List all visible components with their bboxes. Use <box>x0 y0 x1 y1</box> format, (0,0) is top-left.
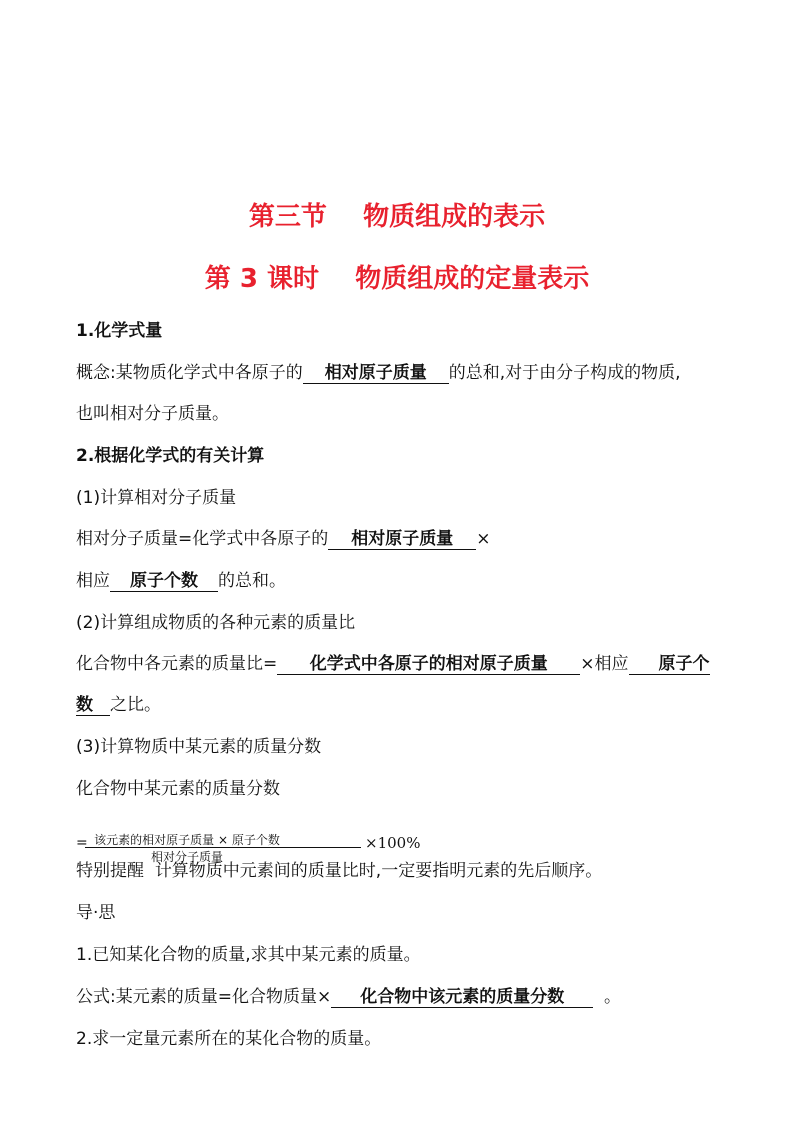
concept-text-pre: 概念:某物质化学式中各原子的 <box>76 363 303 383</box>
guide-formula-line <box>76 982 621 1008</box>
ratio-text-post: 之比。 <box>110 695 161 715</box>
ratio-text-mid: ×相应 <box>580 654 629 674</box>
guide-question-1: 1.已知某化合物的质量,求其中某元素的质量。 <box>76 945 421 965</box>
formula-text-post: × <box>476 529 491 549</box>
guide-heading: 导·思 <box>76 903 116 923</box>
guide-formula-post: 。 <box>604 987 622 1007</box>
heading-formula-calculation: 2.根据化学式的有关计算 <box>76 446 265 466</box>
cont-text-post: 的总和。 <box>218 571 286 591</box>
reminder-label: 特别提醒 <box>76 861 144 881</box>
answer-blank-ratio-2b: 数 <box>76 697 110 716</box>
heading-formula-mass: 1.化学式量 <box>76 321 163 341</box>
mass-ratio-cont-line <box>76 690 161 716</box>
mass-fraction-label: 化合物中某元素的质量分数 <box>76 779 280 799</box>
subheading-mass-fraction: (3)计算物质中某元素的质量分数 <box>76 737 322 757</box>
concept-line <box>76 358 681 384</box>
molecular-mass-cont-line <box>76 566 286 592</box>
cont-text-pre: 相应 <box>76 571 110 591</box>
concept-cont-line: 也叫相对分子质量。 <box>76 404 229 424</box>
answer-blank-atom-count: 原子个数 <box>110 573 218 592</box>
answer-blank-ratio-2a: 原子个 <box>629 656 710 675</box>
formula-denominator: 相对分子质量 <box>150 850 223 864</box>
formula-text-pre: 相对分子质量=化学式中各原子的 <box>76 529 329 549</box>
mass-ratio-formula-line <box>76 649 710 675</box>
formula-numerator: 该元素的相对原子质量 × 原子个数 <box>94 833 280 847</box>
guide-question-2: 2.求一定量元素所在的某化合物的质量。 <box>76 1029 382 1049</box>
guide-formula-pre: 公式:某元素的质量=化合物质量× <box>76 987 332 1007</box>
formula-equals: = <box>76 835 88 851</box>
subheading-mass-ratio: (2)计算组成物质的各种元素的质量比 <box>76 613 356 633</box>
lesson-title: 第 3 课时 物质组成的定量表示 <box>204 264 590 294</box>
answer-blank-relative-atomic-mass: 相对原子质量 <box>303 365 449 384</box>
subheading-molecular-mass: (1)计算相对分子质量 <box>76 488 237 508</box>
answer-blank-relative-atomic-mass-2: 相对原子质量 <box>328 531 476 550</box>
special-reminder-line <box>76 856 602 881</box>
answer-blank-element-mass-fraction: 化合物中该元素的质量分数 <box>331 989 593 1008</box>
ratio-text-pre: 化合物中各元素的质量比= <box>76 654 278 674</box>
section-title: 第三节 物质组成的表示 <box>248 202 546 232</box>
reminder-text: 计算物质中元素间的质量比时,一定要指明元素的先后顺序。 <box>154 861 603 881</box>
concept-text-post: 的总和,对于由分子构成的物质, <box>448 363 681 383</box>
formula-multiplier: ×100% <box>365 834 421 852</box>
molecular-mass-formula-line <box>76 524 491 550</box>
answer-blank-ratio-1: 化学式中各原子的相对原子质量 <box>277 656 580 675</box>
